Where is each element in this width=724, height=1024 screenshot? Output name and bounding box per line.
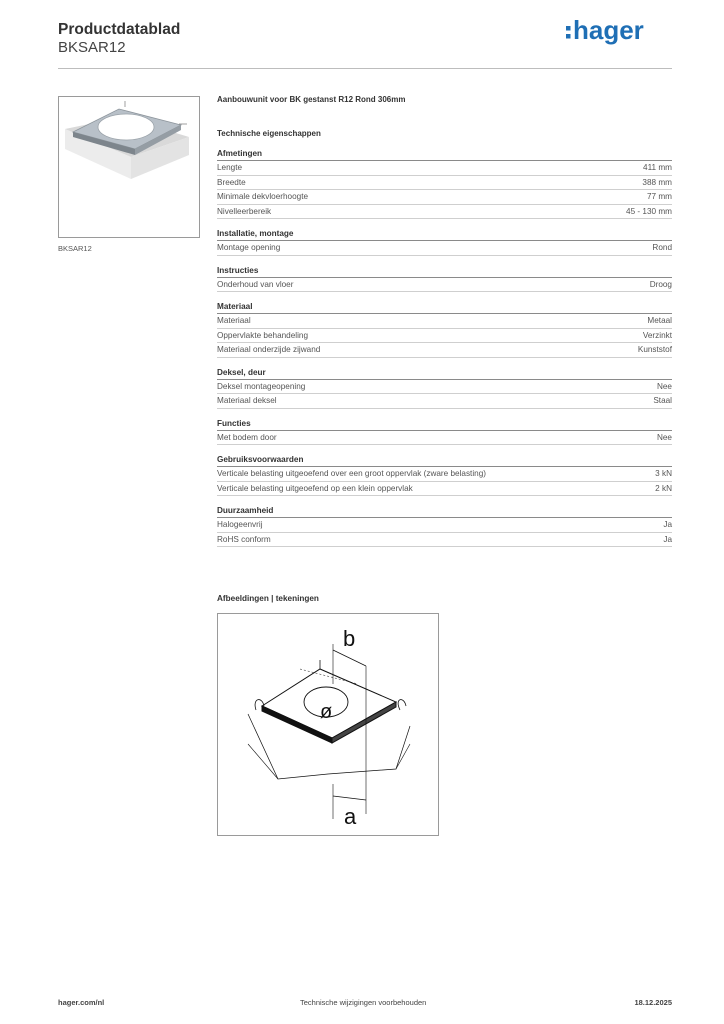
section-title: Functies	[217, 418, 672, 431]
spec-section	[217, 367, 672, 409]
spec-section	[217, 454, 672, 496]
spec-section	[217, 418, 672, 446]
spec-row	[217, 482, 672, 497]
spec-label: RoHS conform	[217, 534, 271, 544]
spec-value: Verzinkt	[642, 330, 672, 340]
tech-properties-heading: Technische eigenschappen	[217, 129, 321, 138]
spec-label: Materiaal	[217, 316, 251, 325]
spec-row	[217, 205, 672, 220]
spec-label: Breedte	[217, 177, 246, 187]
spec-value: Staal	[653, 396, 672, 405]
spec-row	[217, 278, 672, 293]
spec-value: Nee	[656, 432, 672, 442]
spec-label: Materiaal deksel	[217, 396, 277, 405]
section-title: Deksel, deur	[217, 367, 672, 380]
figures-heading: Afbeeldingen | tekeningen	[217, 594, 319, 603]
spec-row	[217, 343, 672, 358]
technical-drawing	[217, 613, 439, 836]
spec-label: Montage opening	[217, 243, 281, 252]
spec-row	[217, 394, 672, 409]
dimension-a-label: a	[344, 804, 357, 829]
dimension-b-label: b	[343, 626, 356, 651]
page-title: Productdatablad	[58, 21, 181, 38]
spec-value: Kunststof	[637, 345, 672, 354]
spec-value: Rond	[652, 243, 672, 252]
footer-website: hager.com/nl	[58, 998, 105, 1007]
spec-row	[217, 518, 672, 533]
section-title: Instructies	[217, 265, 672, 278]
spec-value: 2 kN	[655, 483, 672, 493]
spec-label: Minimale dekvloerhoogte	[217, 192, 309, 201]
footer-date: 18.12.2025	[634, 998, 672, 1007]
spec-section	[217, 228, 672, 256]
footer-disclaimer: Technische wijzigingen voorbehouden	[300, 998, 427, 1007]
product-code: BKSAR12	[58, 39, 126, 56]
spec-row	[217, 190, 672, 205]
spec-value: Ja	[663, 520, 672, 529]
product-photo	[59, 97, 199, 237]
spec-row	[217, 161, 672, 176]
spec-label: Nivelleerbereik	[217, 206, 272, 216]
spec-row	[217, 314, 672, 329]
spec-column	[217, 94, 672, 556]
spec-label: Halogeenvrij	[217, 520, 263, 529]
spec-label: Verticale belasting uitgeoefend op een klein oppervlak	[217, 483, 413, 493]
spec-value: Nee	[656, 381, 672, 391]
spec-value: 45 - 130 mm	[626, 206, 672, 216]
product-image	[58, 96, 200, 238]
dimension-drawing	[218, 614, 438, 835]
spec-row	[217, 176, 672, 191]
spec-row	[217, 431, 672, 446]
spec-sections	[217, 148, 672, 547]
spec-section	[217, 265, 672, 293]
section-title: Afmetingen	[217, 148, 672, 161]
logo-text: hager	[573, 15, 644, 45]
spec-section	[217, 148, 672, 219]
spec-value: 77 mm	[646, 192, 672, 201]
spec-row	[217, 533, 672, 548]
section-title: Installatie, montage	[217, 228, 672, 241]
header-divider	[58, 68, 672, 69]
spec-label: Oppervlakte behandeling	[217, 330, 309, 340]
spec-value: 388 mm	[642, 177, 672, 187]
spec-label: Onderhoud van vloer	[217, 279, 294, 289]
spec-value: 3 kN	[655, 469, 672, 478]
section-title: Materiaal	[217, 301, 672, 314]
product-image-caption: BKSAR12	[58, 244, 92, 253]
section-title: Gebruiksvoorwaarden	[217, 454, 672, 467]
spec-row	[217, 467, 672, 482]
spec-value: Metaal	[647, 316, 672, 325]
product-title: Aanbouwunit voor BK gestanst R12 Rond 306mm	[217, 95, 406, 104]
spec-label: Lengte	[217, 163, 243, 172]
spec-section	[217, 505, 672, 547]
spec-row	[217, 329, 672, 344]
hager-logo	[565, 15, 657, 45]
spec-value: 411 mm	[643, 163, 672, 172]
spec-label: Materiaal onderzijde zijwand	[217, 345, 321, 354]
spec-value: Ja	[663, 534, 672, 544]
spec-section	[217, 301, 672, 358]
spec-value: Droog	[649, 279, 672, 289]
spec-row	[217, 241, 672, 256]
dimension-diameter-label: ø	[320, 701, 333, 723]
spec-label: Verticale belasting uitgeoefend over een groot oppervlak (zware belasting)	[217, 469, 486, 478]
spec-row	[217, 380, 672, 395]
spec-label: Deksel montageopening	[217, 381, 306, 391]
section-title: Duurzaamheid	[217, 505, 672, 518]
spec-label: Met bodem door	[217, 432, 277, 442]
